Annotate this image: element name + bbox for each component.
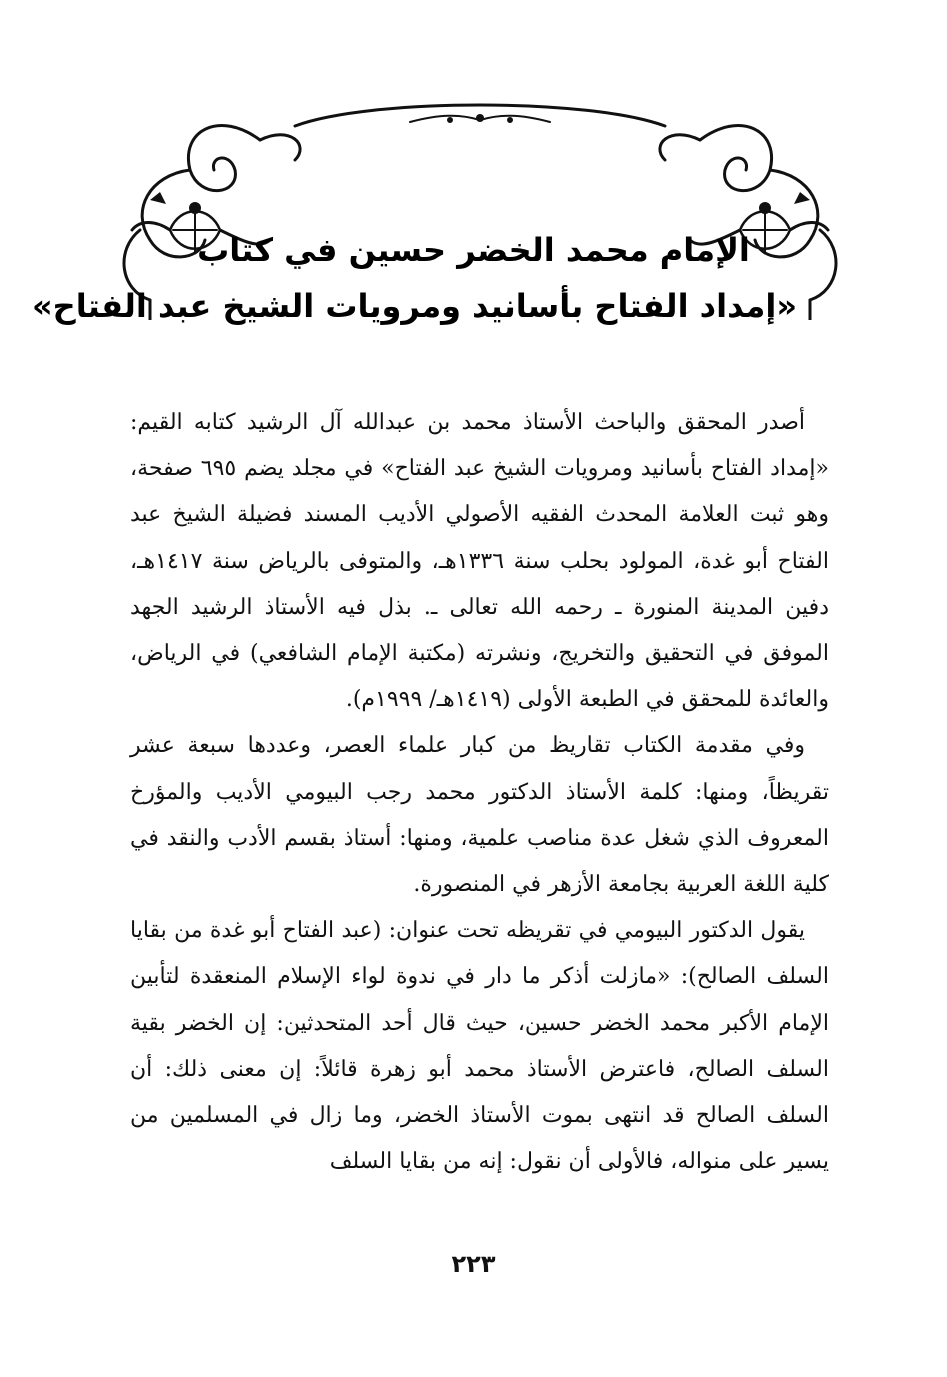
body-text — [130, 400, 829, 1185]
heading-line-2: «إمداد الفتاح بأسانيد ومرويات الشيخ عبد الفتاح» — [32, 287, 797, 325]
page-heading — [32, 222, 797, 334]
paragraph-1: أصدر المحقق والباحث الأستاذ محمد بن عبدالله آل الرشيد كتابه القيم: «إمداد الفتاح بأسانيد ومرويات الشيخ عبد الفتاح» في مجلد يضم ٦٩٥ صفحة، وهو ثبت العلامة المحدث الفقيه الأصولي الأديب المسند فضيلة الشيخ عبد الفتاح أبو غدة، المولود بحلب سنة ١٣٣٦هـ، والمتوفى بالرياض سنة ١٤١٧هـ، دفين المدينة المنورة ـ رحمه الله تعالى ـ. بذل فيه الأستاذ الرشيد الجهد الموفق في التحقيق والتخريج، ونشرته (مكتبة الإمام الشافعي) في الرياض، والعائدة للمحقق في الطبعة الأولى (١٤١٩هـ/ ١٩٩٩م). — [130, 410, 829, 713]
page-number: ٢٢٣ — [451, 1250, 496, 1278]
heading-line-1: الإمام محمد الخضر حسين في كتاب — [197, 231, 750, 269]
paragraph-3: يقول الدكتور البيومي في تقريظه تحت عنوان: (عبد الفتاح أبو غدة من بقايا السلف الصالح): «مازلت أذكر ما دار في ندوة لواء الإسلام المنعقدة لتأبين الإمام الأكبر محمد الخضر حسين، حيث قال أحد المتحدثين: إن الخضر بقية السلف الصالح، فاعترض الأستاذ محمد أبو زهرة قائلاً: إن معنى ذلك: أن السلف الصالح قد انتهى بموت الأستاذ الخضر، وما زال في المسلمين من يسير على منواله، فالأولى أن نقول: إنه من بقايا السلف — [130, 918, 829, 1175]
paragraph-2: وفي مقدمة الكتاب تقاريظ من كبار علماء العصر، وعددها سبعة عشر تقريظاً، ومنها: كلمة الأستاذ الدكتور محمد رجب البيومي الأديب والمؤرخ المعروف الذي شغل عدة مناصب علمية، ومنها: أستاذ بقسم الأدب والنقد في كلية اللغة العربية بجامعة الأزهر في المنصورة. — [130, 733, 829, 898]
